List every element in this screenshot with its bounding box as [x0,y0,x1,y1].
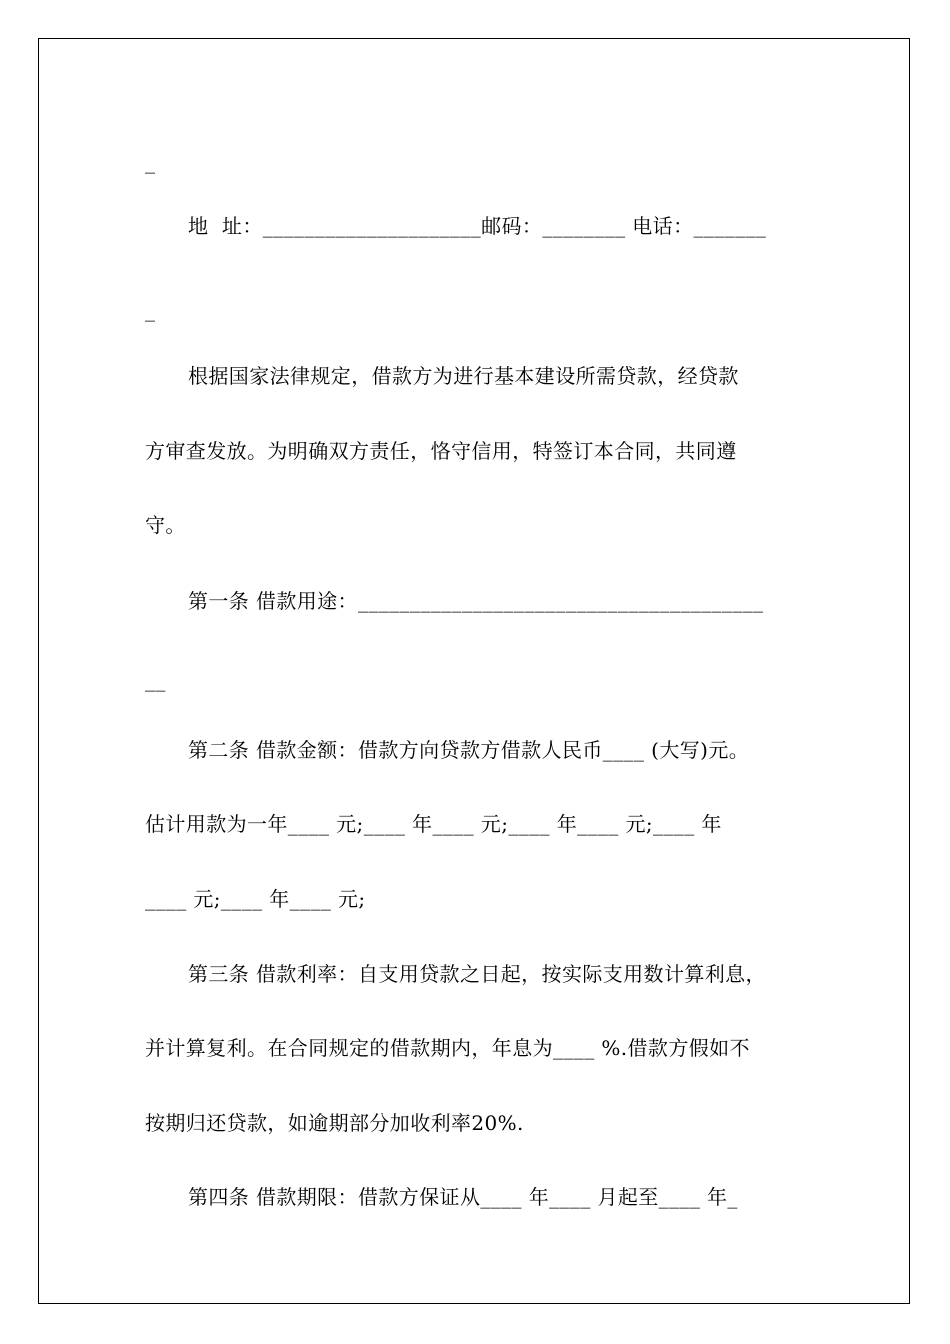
text-line-article-3-cont-2: 按期归还贷款，如逾期部分加收利率20%. [145,1111,524,1135]
text-line-preamble-1: 根据国家法律规定，借款方为进行基本建设所需贷款，经贷款 [188,364,739,388]
text-line-article-3-cont-1: 并计算复利。在合同规定的借款期内，年息为____ %.借款方假如不 [145,1036,750,1060]
text-line-dash-3: __ [145,668,166,692]
text-line-article-2-cont-1: 估计用款为一年____ 元;____ 年____ 元;____ 年____ 元;____ 年 [145,812,722,836]
text-line-address: 地 址：_____________________邮码：________ 电话：_______ [188,214,767,238]
text-line-article-2: 第二条 借款金额：借款方向贷款方借款人民币____ (大写)元。 [188,738,750,762]
text-line-preamble-3: 守。 [145,513,186,537]
text-line-article-3: 第三条 借款利率：自支用贷款之日起，按实际支用数计算利息， [188,962,766,986]
text-line-article-4: 第四条 借款期限：借款方保证从____ 年____ 月起至____ 年_ [188,1185,738,1209]
text-line-article-1: 第一条 借款用途：_______________________________________ [188,589,764,613]
text-line-article-2-cont-2: ____ 元;____ 年____ 元; [145,887,366,911]
text-line-dash-2: _ [145,298,156,322]
text-line-dash-1: _ [145,150,156,174]
text-line-preamble-2: 方审查发放。为明确双方责任，恪守信用，特签订本合同，共同遵 [145,439,737,463]
